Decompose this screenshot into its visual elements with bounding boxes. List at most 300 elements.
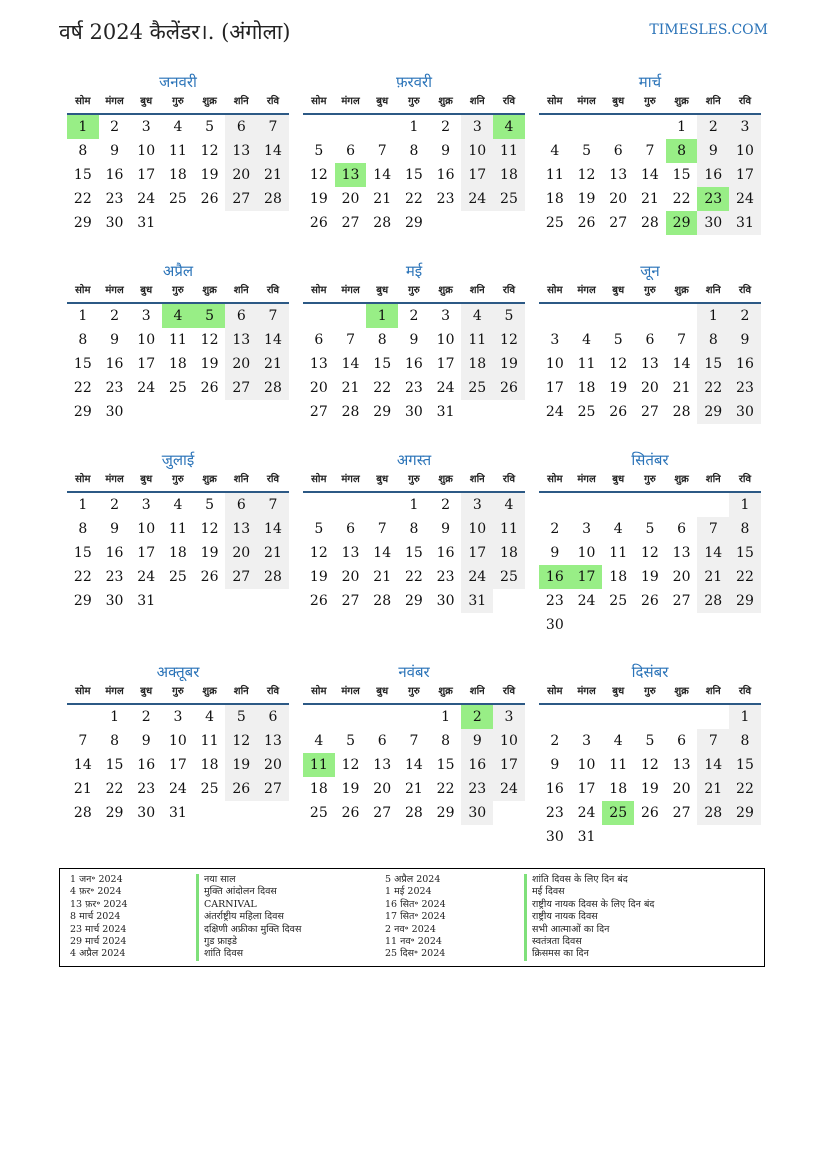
day-cell: 7 bbox=[257, 493, 289, 517]
legend-date: 8 मार्च 2024 bbox=[70, 911, 121, 923]
month-name: जुलाई bbox=[161, 451, 195, 469]
day-cell: 6 bbox=[677, 521, 687, 537]
legend-date: 4 अप्रैल 2024 bbox=[70, 948, 126, 960]
day-cell: 25 bbox=[168, 569, 187, 585]
day-cell: 26 bbox=[609, 404, 628, 420]
weekday-label: रवि bbox=[266, 285, 280, 296]
weekday-label: शनि bbox=[705, 686, 721, 697]
day-cell: 9 bbox=[441, 521, 451, 537]
day-cell: 12 bbox=[200, 143, 219, 159]
month-block bbox=[539, 449, 761, 637]
day-cell: 30 bbox=[105, 215, 124, 231]
day-cell: 22 bbox=[672, 191, 691, 207]
day-cell: 14 bbox=[73, 757, 92, 773]
day-cell: 15 bbox=[404, 167, 423, 183]
day-cell: 27 bbox=[341, 215, 360, 231]
legend-holiday-name: राष्ट्रीय नायक दिवस bbox=[524, 911, 654, 923]
day-cell: 29 bbox=[105, 805, 124, 821]
day-cell: 24 bbox=[436, 380, 455, 396]
day-cell: 8 bbox=[377, 332, 387, 348]
day-cell: 16 bbox=[436, 167, 455, 183]
day-cell: 25 bbox=[577, 404, 596, 420]
day-cell: 30 bbox=[697, 211, 729, 235]
day-cell: 4 bbox=[493, 493, 525, 517]
day-cell: 22 bbox=[729, 565, 761, 589]
empty-cell bbox=[571, 115, 603, 139]
day-cell: 30 bbox=[545, 829, 564, 845]
day-cell: 1 bbox=[78, 308, 88, 324]
day-cell: 24 bbox=[137, 569, 156, 585]
day-cell: 24 bbox=[461, 187, 493, 211]
empty-cell bbox=[539, 493, 571, 517]
empty-cell bbox=[634, 115, 666, 139]
legend-date: 11 नव॰ 2024 bbox=[385, 935, 442, 947]
day-cell: 3 bbox=[461, 493, 493, 517]
legend-holiday-name: मुक्ति आंदोलन दिवस bbox=[196, 886, 301, 898]
day-cell: 20 bbox=[309, 380, 328, 396]
day-cell: 22 bbox=[105, 781, 124, 797]
day-cell: 9 bbox=[110, 332, 119, 348]
legend-date: 1 मई 2024 bbox=[385, 886, 432, 898]
holiday-day-cell: 4 bbox=[162, 304, 194, 328]
day-cell: 18 bbox=[168, 167, 187, 183]
holiday-day-cell: 23 bbox=[697, 187, 729, 211]
day-cell: 9 bbox=[110, 521, 119, 537]
day-cell: 6 bbox=[645, 332, 655, 348]
weekday-label: रवि bbox=[738, 474, 752, 485]
legend-holiday-name: क्रिसमस का दिन bbox=[524, 948, 654, 960]
day-cell: 30 bbox=[105, 593, 124, 609]
weekday-label: सोम bbox=[311, 686, 327, 697]
weekday-label: गुरु bbox=[644, 686, 656, 697]
day-cell: 20 bbox=[341, 191, 360, 207]
day-cell: 5 bbox=[225, 705, 257, 729]
day-cell: 26 bbox=[341, 805, 360, 821]
legend-dates-left bbox=[70, 874, 128, 961]
day-cell: 26 bbox=[200, 569, 219, 585]
day-cell: 31 bbox=[729, 211, 761, 235]
day-cell: 16 bbox=[461, 753, 493, 777]
day-cell: 12 bbox=[640, 545, 659, 561]
day-cell: 27 bbox=[672, 805, 691, 821]
weekday-label: सोम bbox=[547, 285, 563, 296]
day-cell: 20 bbox=[672, 569, 691, 585]
weekday-label: गुरु bbox=[408, 686, 420, 697]
empty-cell bbox=[366, 115, 398, 139]
day-cell: 2 bbox=[729, 304, 761, 328]
holiday-day-cell: 17 bbox=[571, 565, 603, 589]
month-name: मई bbox=[405, 262, 423, 280]
day-cell: 28 bbox=[697, 589, 729, 613]
day-cell: 10 bbox=[729, 139, 761, 163]
day-cell: 28 bbox=[672, 404, 691, 420]
day-cell: 5 bbox=[346, 733, 355, 749]
day-cell: 12 bbox=[640, 757, 659, 773]
month-block bbox=[67, 449, 289, 613]
day-cell: 20 bbox=[257, 753, 289, 777]
day-cell: 28 bbox=[373, 215, 392, 231]
day-cell: 3 bbox=[173, 709, 183, 725]
day-grid bbox=[303, 304, 525, 424]
weekday-label: शनि bbox=[233, 285, 249, 296]
day-cell: 24 bbox=[493, 777, 525, 801]
day-cell: 26 bbox=[640, 805, 659, 821]
day-cell: 16 bbox=[404, 356, 423, 372]
day-cell: 27 bbox=[609, 215, 628, 231]
day-cell: 17 bbox=[545, 380, 564, 396]
day-cell: 11 bbox=[545, 167, 564, 183]
day-cell: 1 bbox=[729, 705, 761, 729]
weekday-label: शुक्र bbox=[438, 96, 453, 107]
day-cell: 6 bbox=[257, 705, 289, 729]
day-cell: 24 bbox=[729, 187, 761, 211]
empty-cell bbox=[539, 115, 571, 139]
day-cell: 11 bbox=[493, 139, 525, 163]
day-cell: 2 bbox=[441, 497, 451, 513]
month-block bbox=[303, 449, 525, 613]
day-cell: 5 bbox=[314, 143, 324, 159]
weekday-label: बुध bbox=[612, 285, 625, 296]
weekday-label: रवि bbox=[738, 96, 752, 107]
day-cell: 29 bbox=[73, 593, 92, 609]
legend-holiday-name: CARNIVAL bbox=[196, 899, 301, 911]
day-cell: 1 bbox=[409, 497, 419, 513]
legend-date: 17 सित॰ 2024 bbox=[385, 911, 446, 923]
day-cell: 22 bbox=[436, 781, 455, 797]
day-cell: 7 bbox=[257, 115, 289, 139]
legend-holiday-name: सभी आत्माओं का दिन bbox=[524, 924, 654, 936]
day-cell: 18 bbox=[461, 352, 493, 376]
empty-cell bbox=[602, 705, 634, 729]
day-cell: 3 bbox=[141, 308, 151, 324]
day-cell: 18 bbox=[609, 781, 628, 797]
day-cell: 3 bbox=[141, 497, 151, 513]
holiday-legend bbox=[59, 868, 765, 967]
day-cell: 24 bbox=[137, 191, 156, 207]
day-cell: 7 bbox=[377, 521, 387, 537]
day-cell: 18 bbox=[168, 545, 187, 561]
weekday-header bbox=[539, 282, 761, 304]
legend-holiday-name: शांति दिवस bbox=[196, 948, 301, 960]
day-cell: 30 bbox=[461, 801, 493, 825]
day-cell: 14 bbox=[373, 167, 392, 183]
empty-cell bbox=[697, 705, 729, 729]
day-cell: 8 bbox=[441, 733, 451, 749]
empty-cell bbox=[366, 705, 398, 729]
day-cell: 12 bbox=[493, 328, 525, 352]
day-cell: 8 bbox=[409, 143, 419, 159]
day-grid bbox=[67, 115, 289, 235]
day-cell: 23 bbox=[105, 191, 124, 207]
day-cell: 13 bbox=[225, 328, 257, 352]
day-cell: 14 bbox=[257, 139, 289, 163]
day-cell: 20 bbox=[225, 163, 257, 187]
day-cell: 11 bbox=[168, 143, 187, 159]
day-cell: 23 bbox=[461, 777, 493, 801]
day-cell: 7 bbox=[645, 143, 655, 159]
day-cell: 13 bbox=[309, 356, 328, 372]
weekday-label: शुक्र bbox=[202, 285, 217, 296]
day-cell: 31 bbox=[436, 404, 455, 420]
day-cell: 21 bbox=[341, 380, 360, 396]
weekday-header bbox=[303, 282, 525, 304]
weekday-label: शनि bbox=[469, 474, 485, 485]
day-cell: 15 bbox=[404, 545, 423, 561]
day-cell: 19 bbox=[609, 380, 628, 396]
empty-cell bbox=[634, 493, 666, 517]
day-cell: 12 bbox=[225, 729, 257, 753]
day-cell: 8 bbox=[110, 733, 119, 749]
day-grid bbox=[303, 705, 525, 825]
weekday-label: गुरु bbox=[172, 474, 184, 485]
day-cell: 17 bbox=[137, 356, 156, 372]
day-cell: 10 bbox=[137, 332, 156, 348]
day-cell: 7 bbox=[257, 304, 289, 328]
day-cell: 15 bbox=[73, 356, 92, 372]
month-block bbox=[67, 260, 289, 424]
day-cell: 19 bbox=[309, 569, 328, 585]
day-cell: 27 bbox=[640, 404, 659, 420]
day-cell: 21 bbox=[73, 781, 92, 797]
legend-holiday-name: राष्ट्रीय नायक दिवस के लिए दिन बंद bbox=[524, 899, 654, 911]
weekday-header bbox=[303, 471, 525, 493]
day-cell: 16 bbox=[545, 781, 564, 797]
day-cell: 17 bbox=[137, 545, 156, 561]
day-cell: 20 bbox=[640, 380, 659, 396]
empty-cell bbox=[634, 705, 666, 729]
day-cell: 9 bbox=[550, 545, 560, 561]
day-cell: 3 bbox=[582, 521, 591, 537]
day-cell: 2 bbox=[141, 709, 151, 725]
day-cell: 8 bbox=[729, 517, 761, 541]
day-cell: 16 bbox=[105, 545, 124, 561]
day-cell: 18 bbox=[493, 163, 525, 187]
day-cell: 28 bbox=[697, 801, 729, 825]
weekday-label: शनि bbox=[705, 96, 721, 107]
day-cell: 11 bbox=[200, 733, 219, 749]
day-cell: 6 bbox=[314, 332, 324, 348]
day-cell: 7 bbox=[677, 332, 687, 348]
day-cell: 10 bbox=[577, 545, 596, 561]
day-cell: 26 bbox=[640, 593, 659, 609]
empty-cell bbox=[571, 705, 603, 729]
weekday-label: शनि bbox=[705, 285, 721, 296]
day-cell: 22 bbox=[729, 777, 761, 801]
day-grid bbox=[303, 115, 525, 235]
day-cell: 26 bbox=[493, 376, 525, 400]
legend-date: 16 सित॰ 2024 bbox=[385, 898, 446, 910]
weekday-label: बुध bbox=[612, 96, 625, 107]
weekday-label: शुक्र bbox=[202, 96, 217, 107]
weekday-label: बुध bbox=[376, 285, 389, 296]
day-cell: 5 bbox=[613, 332, 623, 348]
day-cell: 25 bbox=[545, 215, 564, 231]
day-cell: 25 bbox=[168, 380, 187, 396]
weekday-label: गुरु bbox=[172, 285, 184, 296]
holiday-day-cell: 8 bbox=[666, 139, 698, 163]
day-cell: 3 bbox=[461, 115, 493, 139]
day-cell: 27 bbox=[257, 777, 289, 801]
day-cell: 23 bbox=[436, 191, 455, 207]
weekday-header bbox=[67, 471, 289, 493]
weekday-label: रवि bbox=[738, 285, 752, 296]
weekday-label: सोम bbox=[547, 686, 563, 697]
weekday-label: मंगल bbox=[105, 686, 124, 697]
weekday-label: मंगल bbox=[577, 474, 596, 485]
day-cell: 19 bbox=[577, 191, 596, 207]
weekday-label: सोम bbox=[75, 96, 91, 107]
weekday-label: बुध bbox=[612, 686, 625, 697]
day-cell: 10 bbox=[436, 332, 455, 348]
legend-holiday-name: अंतर्राष्ट्रीय महिला दिवस bbox=[196, 911, 301, 923]
day-cell: 26 bbox=[309, 215, 328, 231]
day-cell: 1 bbox=[729, 493, 761, 517]
day-cell: 29 bbox=[729, 589, 761, 613]
day-cell: 5 bbox=[582, 143, 591, 159]
day-cell: 12 bbox=[609, 356, 628, 372]
day-cell: 8 bbox=[78, 332, 88, 348]
weekday-label: सोम bbox=[311, 96, 327, 107]
weekday-label: रवि bbox=[502, 686, 516, 697]
day-cell: 3 bbox=[441, 308, 451, 324]
day-cell: 20 bbox=[373, 781, 392, 797]
month-name: जून bbox=[640, 262, 660, 280]
day-cell: 11 bbox=[168, 521, 187, 537]
day-cell: 23 bbox=[105, 380, 124, 396]
weekday-label: शुक्र bbox=[674, 686, 689, 697]
day-cell: 31 bbox=[577, 829, 596, 845]
weekday-label: सोम bbox=[75, 285, 91, 296]
weekday-header bbox=[539, 93, 761, 115]
day-cell: 23 bbox=[436, 569, 455, 585]
day-cell: 11 bbox=[577, 356, 596, 372]
weekday-label: शनि bbox=[705, 474, 721, 485]
weekday-header bbox=[303, 93, 525, 115]
day-cell: 30 bbox=[137, 805, 156, 821]
day-cell: 25 bbox=[609, 593, 628, 609]
day-cell: 17 bbox=[436, 356, 455, 372]
day-cell: 6 bbox=[613, 143, 623, 159]
day-cell: 25 bbox=[461, 376, 493, 400]
day-cell: 31 bbox=[168, 805, 187, 821]
day-cell: 22 bbox=[373, 380, 392, 396]
day-cell: 27 bbox=[225, 187, 257, 211]
day-cell: 10 bbox=[545, 356, 564, 372]
day-cell: 9 bbox=[409, 332, 419, 348]
day-cell: 19 bbox=[309, 191, 328, 207]
month-name: फ़रवरी bbox=[395, 73, 433, 91]
day-cell: 21 bbox=[373, 191, 392, 207]
day-cell: 4 bbox=[173, 497, 183, 513]
weekday-label: शनि bbox=[233, 96, 249, 107]
day-cell: 2 bbox=[441, 119, 451, 135]
day-cell: 6 bbox=[225, 304, 257, 328]
day-cell: 23 bbox=[404, 380, 423, 396]
day-cell: 11 bbox=[609, 757, 628, 773]
day-grid bbox=[303, 493, 525, 613]
day-cell: 18 bbox=[493, 541, 525, 565]
day-cell: 4 bbox=[173, 119, 183, 135]
empty-cell bbox=[602, 115, 634, 139]
legend-date: 5 अप्रैल 2024 bbox=[385, 874, 441, 885]
weekday-label: रवि bbox=[502, 285, 516, 296]
day-cell: 10 bbox=[577, 757, 596, 773]
holiday-day-cell: 5 bbox=[194, 304, 226, 328]
day-cell: 4 bbox=[314, 733, 324, 749]
day-cell: 19 bbox=[200, 545, 219, 561]
day-cell: 2 bbox=[550, 521, 560, 537]
day-cell: 28 bbox=[257, 187, 289, 211]
day-cell: 9 bbox=[441, 143, 451, 159]
day-cell: 16 bbox=[436, 545, 455, 561]
day-cell: 20 bbox=[341, 569, 360, 585]
day-cell: 2 bbox=[550, 733, 560, 749]
day-cell: 12 bbox=[200, 332, 219, 348]
legend-dates-right bbox=[385, 874, 446, 961]
month-block bbox=[303, 71, 525, 235]
day-cell: 14 bbox=[697, 541, 729, 565]
day-cell: 21 bbox=[640, 191, 659, 207]
day-cell: 13 bbox=[373, 757, 392, 773]
day-cell: 25 bbox=[309, 805, 328, 821]
day-cell: 22 bbox=[697, 376, 729, 400]
month-block bbox=[67, 661, 289, 825]
day-cell: 8 bbox=[697, 328, 729, 352]
weekday-label: मंगल bbox=[577, 285, 596, 296]
day-cell: 14 bbox=[257, 517, 289, 541]
weekday-label: गुरु bbox=[408, 474, 420, 485]
day-cell: 9 bbox=[550, 757, 560, 773]
empty-cell bbox=[335, 115, 367, 139]
day-cell: 21 bbox=[697, 777, 729, 801]
day-cell: 26 bbox=[200, 380, 219, 396]
legend-holiday-name: स्वतंत्रता दिवस bbox=[524, 936, 654, 948]
day-cell: 18 bbox=[577, 380, 596, 396]
day-cell: 10 bbox=[137, 143, 156, 159]
day-grid bbox=[539, 493, 761, 637]
weekday-label: रवि bbox=[502, 474, 516, 485]
weekday-header bbox=[539, 471, 761, 493]
day-cell: 30 bbox=[545, 617, 564, 633]
day-cell: 10 bbox=[137, 521, 156, 537]
empty-cell bbox=[303, 705, 335, 729]
weekday-label: मंगल bbox=[105, 96, 124, 107]
weekday-label: शुक्र bbox=[202, 474, 217, 485]
page-title: वर्ष 2024 कैलेंडर।. (अंगोला) bbox=[59, 20, 291, 44]
day-cell: 17 bbox=[729, 163, 761, 187]
weekday-label: मंगल bbox=[105, 285, 124, 296]
day-cell: 3 bbox=[582, 733, 591, 749]
day-cell: 28 bbox=[640, 215, 659, 231]
empty-cell bbox=[335, 304, 367, 328]
day-cell: 25 bbox=[168, 191, 187, 207]
day-cell: 15 bbox=[729, 753, 761, 777]
day-cell: 2 bbox=[409, 308, 419, 324]
day-cell: 20 bbox=[225, 352, 257, 376]
day-cell: 2 bbox=[697, 115, 729, 139]
day-cell: 12 bbox=[309, 545, 328, 561]
weekday-label: बुध bbox=[140, 96, 153, 107]
day-cell: 9 bbox=[697, 139, 729, 163]
day-cell: 19 bbox=[341, 781, 360, 797]
day-cell: 8 bbox=[409, 521, 419, 537]
day-cell: 13 bbox=[257, 729, 289, 753]
day-cell: 29 bbox=[404, 215, 423, 231]
month-block bbox=[67, 71, 289, 235]
site-link[interactable]: TIMESLES.COM bbox=[649, 22, 768, 38]
day-cell: 28 bbox=[341, 404, 360, 420]
month-name: दिसंबर bbox=[631, 663, 669, 681]
